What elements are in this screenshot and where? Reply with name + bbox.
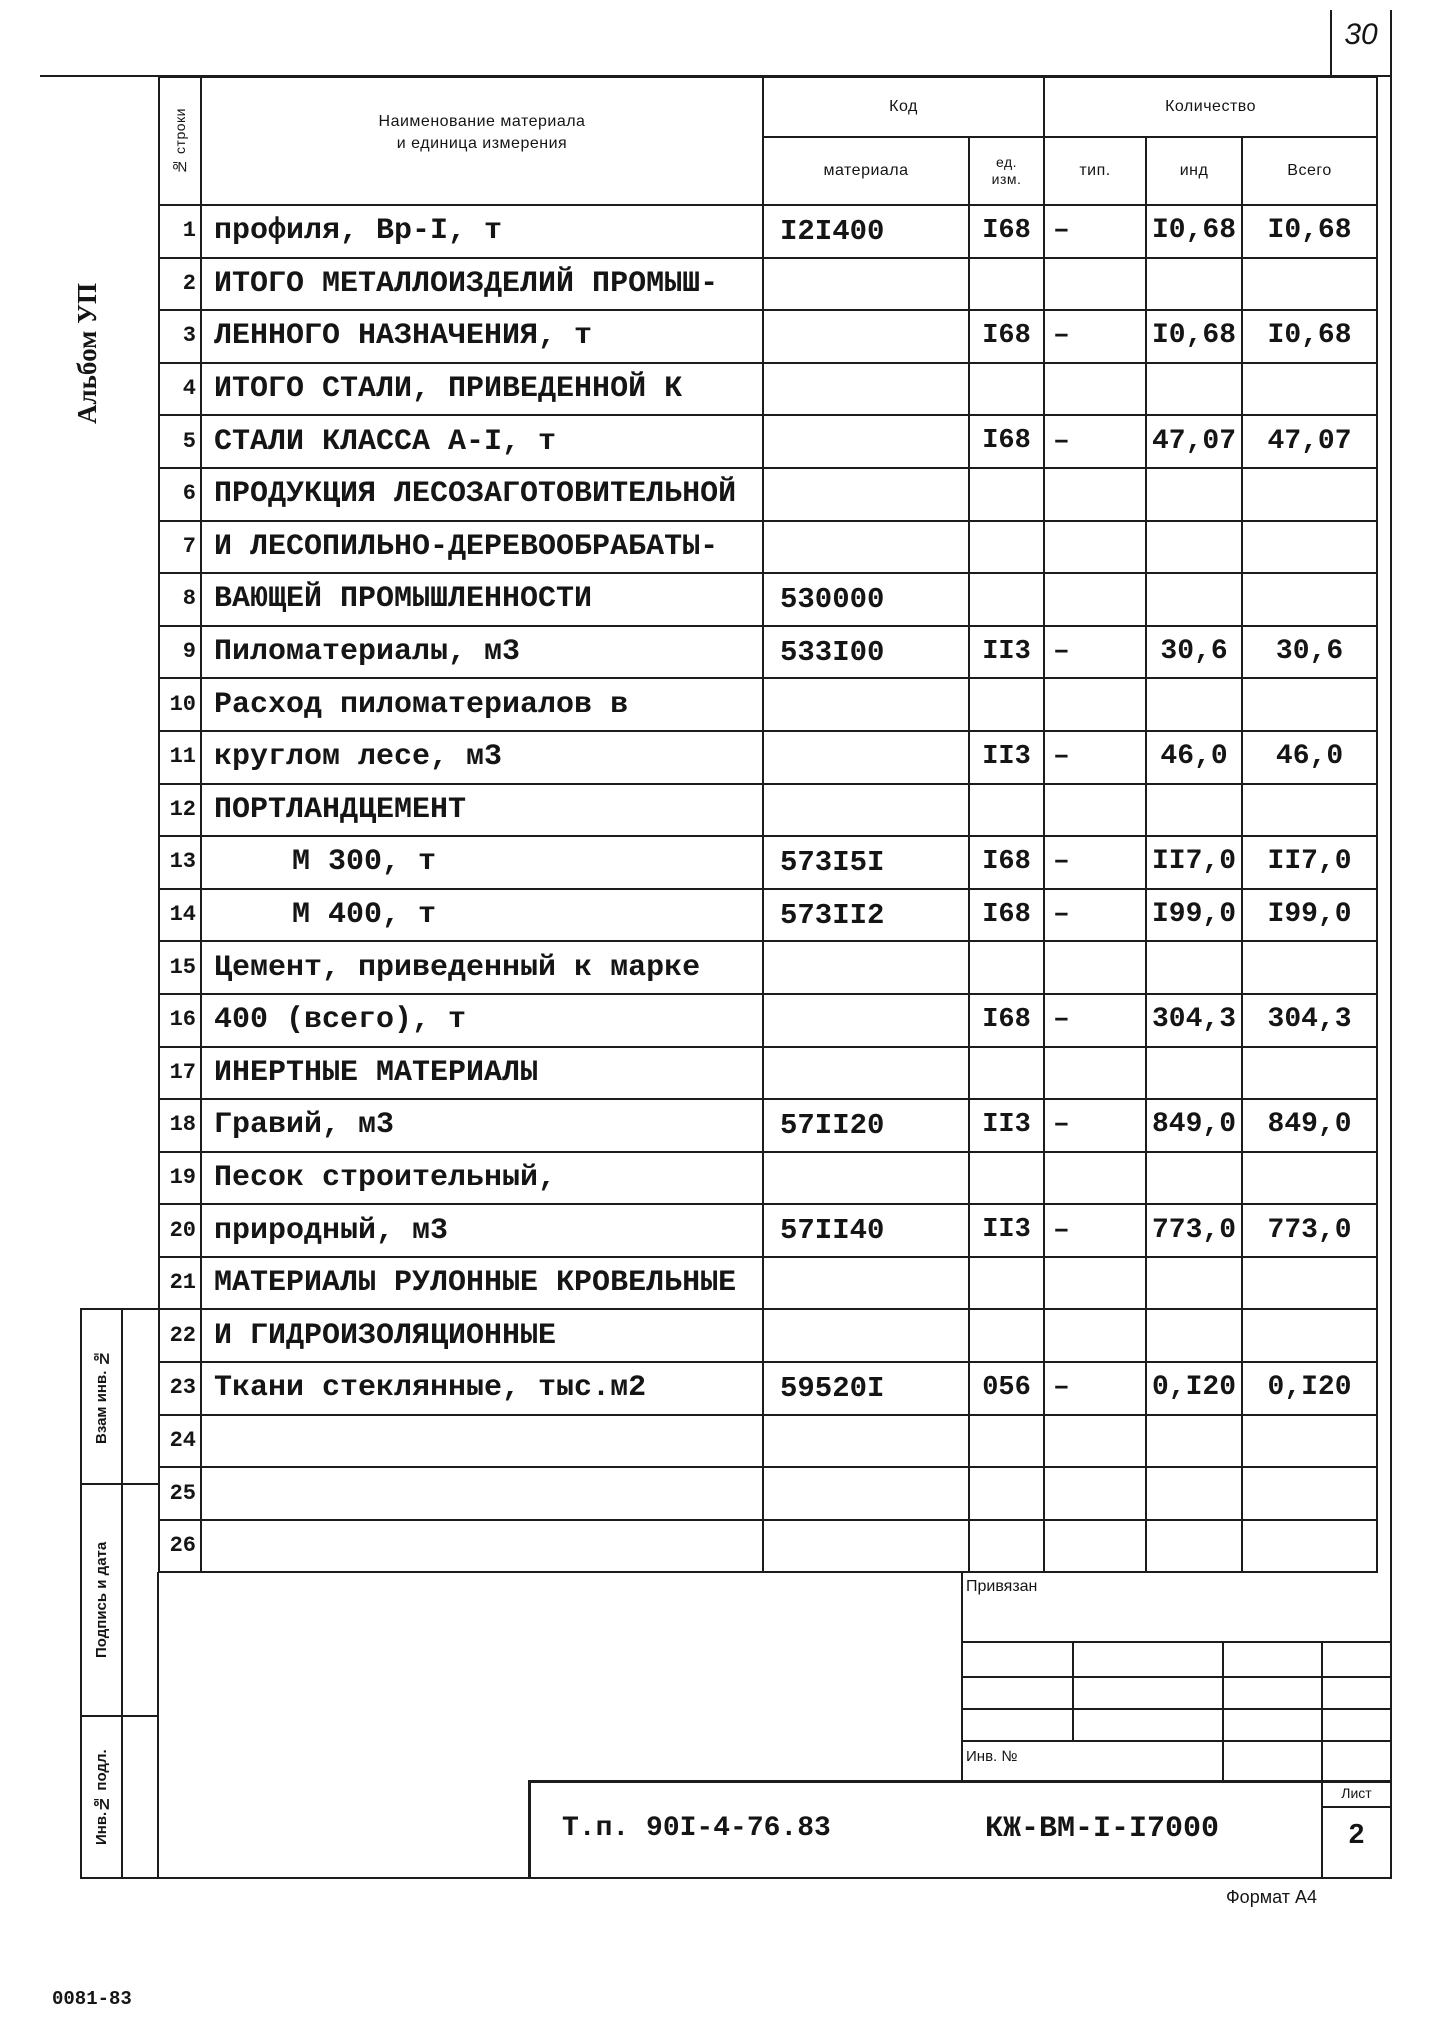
qty-ind-cell: II7,0	[1146, 836, 1242, 889]
qty-ind-cell	[1146, 258, 1242, 311]
qty-total-cell: 0,I20	[1242, 1362, 1377, 1415]
unit-code-cell	[969, 363, 1044, 416]
qty-total-cell: 304,3	[1242, 994, 1377, 1047]
attached-label: Привязан	[966, 1578, 1038, 1595]
materials-table	[158, 76, 1378, 1573]
table-row	[159, 1152, 1377, 1205]
material-code-cell: 57II40	[763, 1204, 969, 1257]
attachment-block-line	[961, 1740, 1390, 1742]
qty-type-cell: –	[1044, 994, 1146, 1047]
table-row	[159, 941, 1377, 994]
material-code-header: материала	[763, 137, 969, 205]
table-row	[159, 310, 1377, 363]
material-code-cell	[763, 310, 969, 363]
qty-ind-cell	[1146, 1152, 1242, 1205]
qty-ind-cell	[1146, 363, 1242, 416]
qty-total-cell	[1242, 678, 1377, 731]
table-row	[159, 1257, 1377, 1310]
unit-code-cell: I68	[969, 205, 1044, 258]
qty-type-cell: –	[1044, 205, 1146, 258]
qty-type-cell	[1044, 1520, 1146, 1573]
material-code-cell	[763, 784, 969, 837]
qty-total-cell	[1242, 784, 1377, 837]
qty-type-cell: –	[1044, 836, 1146, 889]
table-row	[159, 1467, 1377, 1520]
row-number-cell: 11	[159, 731, 201, 784]
qty-total-cell	[1242, 1467, 1377, 1520]
table-row	[159, 994, 1377, 1047]
unit-code-cell	[969, 784, 1044, 837]
qty-total-cell: I99,0	[1242, 889, 1377, 942]
material-code-cell	[763, 1415, 969, 1468]
material-code-cell	[763, 941, 969, 994]
unit-code-cell: II3	[969, 731, 1044, 784]
qty-ind-cell: 849,0	[1146, 1099, 1242, 1152]
qty-total-cell: 773,0	[1242, 1204, 1377, 1257]
table-row	[159, 1099, 1377, 1152]
qty-type-cell	[1044, 941, 1146, 994]
page-number: 30	[1344, 18, 1378, 51]
code-group-header: Код	[763, 77, 1044, 137]
table-header-row	[159, 77, 1377, 137]
table-row	[159, 363, 1377, 416]
album-label: Альбом УП	[72, 282, 102, 424]
row-number-cell: 25	[159, 1467, 201, 1520]
table-row	[159, 678, 1377, 731]
table-row	[159, 836, 1377, 889]
qty-ind-cell: 304,3	[1146, 994, 1242, 1047]
material-name-cell: М 400, т	[201, 889, 763, 942]
frame-bottom-line	[80, 1877, 1392, 1879]
row-number-cell: 3	[159, 310, 201, 363]
attachment-block-line	[961, 1708, 1390, 1710]
material-name-cell	[201, 1467, 763, 1520]
table-row	[159, 784, 1377, 837]
qty-ind-cell	[1146, 941, 1242, 994]
project-code: Т.п. 90I-4-76.83	[562, 1813, 831, 1844]
qty-ind-cell: 46,0	[1146, 731, 1242, 784]
qty-type-cell	[1044, 1467, 1146, 1520]
qty-ind-cell	[1146, 573, 1242, 626]
qty-type-cell	[1044, 1152, 1146, 1205]
document-code: 0081-83	[52, 1988, 132, 2010]
qty-ind-cell	[1146, 1257, 1242, 1310]
qty-type-cell	[1044, 1415, 1146, 1468]
row-number-cell: 1	[159, 205, 201, 258]
qty-total-cell: 47,07	[1242, 415, 1377, 468]
row-number-cell: 22	[159, 1309, 201, 1362]
row-number-cell: 15	[159, 941, 201, 994]
material-code-cell: 57II20	[763, 1099, 969, 1152]
qty-total-cell	[1242, 258, 1377, 311]
frame-right-line	[1390, 10, 1392, 1879]
table-row	[159, 1047, 1377, 1100]
material-name-cell: ЛЕННОГО НАЗНАЧЕНИЯ, т	[201, 310, 763, 363]
qty-ind-cell: I0,68	[1146, 310, 1242, 363]
qty-ind-cell: I99,0	[1146, 889, 1242, 942]
table-row	[159, 1520, 1377, 1573]
unit-code-header-line2: изм.	[991, 171, 1022, 187]
qty-ind-cell: 773,0	[1146, 1204, 1242, 1257]
qty-type-header: тип.	[1044, 137, 1146, 205]
sheet-box-line	[1321, 1806, 1392, 1808]
qty-type-cell	[1044, 521, 1146, 574]
row-number-cell: 18	[159, 1099, 201, 1152]
unit-code-cell: I68	[969, 994, 1044, 1047]
material-code-cell	[763, 731, 969, 784]
unit-code-cell	[969, 678, 1044, 731]
qty-ind-header: инд	[1146, 137, 1242, 205]
qty-ind-cell	[1146, 521, 1242, 574]
qty-ind-cell: 30,6	[1146, 626, 1242, 679]
material-code-cell	[763, 468, 969, 521]
qty-type-cell: –	[1044, 626, 1146, 679]
material-code-cell	[763, 415, 969, 468]
unit-code-cell	[969, 1309, 1044, 1362]
table-row	[159, 521, 1377, 574]
qty-ind-cell	[1146, 678, 1242, 731]
material-code-cell	[763, 678, 969, 731]
unit-code-cell	[969, 1047, 1044, 1100]
table-row	[159, 468, 1377, 521]
replaces-inventory-label: Взам инв. №	[93, 1349, 110, 1444]
material-code-cell	[763, 1467, 969, 1520]
qty-ind-cell: 0,I20	[1146, 1362, 1242, 1415]
qty-type-cell	[1044, 1047, 1146, 1100]
unit-code-cell	[969, 941, 1044, 994]
qty-type-cell: –	[1044, 415, 1146, 468]
qty-type-cell	[1044, 784, 1146, 837]
material-code-cell	[763, 1520, 969, 1573]
qty-total-cell: I0,68	[1242, 310, 1377, 363]
unit-code-cell	[969, 521, 1044, 574]
table-row	[159, 1415, 1377, 1468]
material-name-cell	[201, 1520, 763, 1573]
material-code-cell	[763, 1152, 969, 1205]
unit-code-cell	[969, 258, 1044, 311]
table-row	[159, 205, 1377, 258]
unit-code-cell	[969, 1257, 1044, 1310]
row-number-header	[159, 77, 201, 205]
qty-type-cell	[1044, 1257, 1146, 1310]
row-number-cell: 4	[159, 363, 201, 416]
qty-total-cell	[1242, 573, 1377, 626]
table-row	[159, 1204, 1377, 1257]
table-row	[159, 626, 1377, 679]
qty-ind-cell	[1146, 468, 1242, 521]
qty-total-cell	[1242, 363, 1377, 416]
material-code-cell	[763, 363, 969, 416]
material-code-cell: 573II2	[763, 889, 969, 942]
table-row	[159, 573, 1377, 626]
material-code-cell	[763, 258, 969, 311]
qty-type-cell: –	[1044, 1099, 1146, 1152]
unit-code-cell: I68	[969, 889, 1044, 942]
qty-type-cell	[1044, 1309, 1146, 1362]
qty-type-cell	[1044, 573, 1146, 626]
qty-type-cell	[1044, 678, 1146, 731]
row-number-cell: 13	[159, 836, 201, 889]
row-number-cell: 26	[159, 1520, 201, 1573]
unit-code-cell: I68	[969, 310, 1044, 363]
sheet-number: 2	[1348, 1818, 1365, 1849]
unit-code-cell	[969, 1152, 1044, 1205]
material-name-header-line1: Наименование материала	[378, 113, 586, 130]
row-number-header-label: № строки	[172, 107, 188, 175]
material-name-cell: Пиломатериалы, м3	[201, 626, 763, 679]
drawing-code: КЖ-ВМ-I-I7000	[985, 1812, 1220, 1846]
row-number-cell: 14	[159, 889, 201, 942]
table-row	[159, 731, 1377, 784]
unit-code-cell	[969, 573, 1044, 626]
original-inventory-label: Инв.№ подл.	[93, 1749, 110, 1845]
title-box-line	[528, 1780, 531, 1879]
material-code-cell: 533I00	[763, 626, 969, 679]
qty-ind-cell	[1146, 1520, 1242, 1573]
material-name-cell: 400 (всего), т	[201, 994, 763, 1047]
material-name-cell: ИНЕРТНЫЕ МАТЕРИАЛЫ	[201, 1047, 763, 1100]
material-name-cell	[201, 1415, 763, 1468]
material-code-cell	[763, 994, 969, 1047]
row-number-cell: 12	[159, 784, 201, 837]
material-name-cell: ИТОГО СТАЛИ, ПРИВЕДЕННОЙ К	[201, 363, 763, 416]
row-number-cell: 5	[159, 415, 201, 468]
format-label: Формат А4	[1226, 1887, 1317, 1907]
material-code-cell	[763, 521, 969, 574]
qty-ind-cell: 47,07	[1146, 415, 1242, 468]
table-body	[159, 205, 1377, 1572]
material-name-cell: ИТОГО МЕТАЛЛОИЗДЕЛИЙ ПРОМЫШ-	[201, 258, 763, 311]
unit-code-cell: I68	[969, 836, 1044, 889]
qty-total-cell	[1242, 1415, 1377, 1468]
qty-total-header: Всего	[1242, 137, 1377, 205]
attachment-block-line	[961, 1641, 1390, 1643]
qty-total-cell: 849,0	[1242, 1099, 1377, 1152]
qty-total-cell	[1242, 1152, 1377, 1205]
material-name-cell: Ткани стеклянные, тыс.м2	[201, 1362, 763, 1415]
qty-type-cell: –	[1044, 310, 1146, 363]
title-box-line	[528, 1780, 1392, 1783]
qty-total-cell: I0,68	[1242, 205, 1377, 258]
material-name-cell: И ЛЕСОПИЛЬНО-ДЕРЕВООБРАБАТЫ-	[201, 521, 763, 574]
row-number-cell: 10	[159, 678, 201, 731]
sheet-label: Лист	[1341, 1785, 1372, 1801]
unit-code-cell: II3	[969, 1099, 1044, 1152]
signature-date-label: Подпись и дата	[93, 1541, 110, 1659]
row-number-cell: 23	[159, 1362, 201, 1415]
material-name-cell: Гравий, м3	[201, 1099, 763, 1152]
attachment-block-line	[961, 1676, 1390, 1678]
row-number-cell: 24	[159, 1415, 201, 1468]
attachment-block-line	[1222, 1641, 1224, 1782]
material-name-cell: Песок строительный,	[201, 1152, 763, 1205]
qty-type-cell: –	[1044, 731, 1146, 784]
unit-code-cell	[969, 1415, 1044, 1468]
qty-total-cell	[1242, 1257, 1377, 1310]
qty-total-cell	[1242, 521, 1377, 574]
inventory-number-label: Инв. №	[966, 1748, 1018, 1765]
row-number-cell: 19	[159, 1152, 201, 1205]
unit-code-cell	[969, 1467, 1044, 1520]
row-number-cell: 9	[159, 626, 201, 679]
frame-left-line	[157, 1572, 159, 1879]
row-number-cell: 8	[159, 573, 201, 626]
row-number-cell: 16	[159, 994, 201, 1047]
material-code-cell	[763, 1257, 969, 1310]
qty-ind-cell	[1146, 1467, 1242, 1520]
unit-code-header	[969, 137, 1044, 205]
table-row	[159, 415, 1377, 468]
qty-total-cell	[1242, 1047, 1377, 1100]
unit-code-cell: 056	[969, 1362, 1044, 1415]
material-name-cell: природный, м3	[201, 1204, 763, 1257]
row-number-cell: 7	[159, 521, 201, 574]
row-number-cell: 20	[159, 1204, 201, 1257]
unit-code-header-line1: ед.	[995, 154, 1018, 170]
table-row	[159, 258, 1377, 311]
qty-ind-cell	[1146, 1309, 1242, 1362]
material-code-cell: 59520I	[763, 1362, 969, 1415]
material-name-cell: профиля, Вр-I, т	[201, 205, 763, 258]
qty-total-cell	[1242, 1309, 1377, 1362]
qty-type-cell: –	[1044, 1204, 1146, 1257]
unit-code-cell: II3	[969, 626, 1044, 679]
qty-total-cell	[1242, 941, 1377, 994]
side-stamp-line	[121, 1308, 123, 1879]
table-row	[159, 889, 1377, 942]
material-name-cell: СТАЛИ КЛАССА А-I, т	[201, 415, 763, 468]
material-name-header	[201, 77, 763, 205]
material-name-cell: ВАЮЩЕЙ ПРОМЫШЛЕННОСТИ	[201, 573, 763, 626]
qty-type-cell: –	[1044, 889, 1146, 942]
table-row	[159, 1362, 1377, 1415]
qty-type-cell	[1044, 363, 1146, 416]
qty-total-cell: 30,6	[1242, 626, 1377, 679]
material-code-cell	[763, 1047, 969, 1100]
row-number-cell: 6	[159, 468, 201, 521]
material-name-cell: М 300, т	[201, 836, 763, 889]
qty-ind-cell: I0,68	[1146, 205, 1242, 258]
unit-code-cell: I68	[969, 415, 1044, 468]
material-name-cell: Расход пиломатериалов в	[201, 678, 763, 731]
qty-ind-cell	[1146, 784, 1242, 837]
qty-total-cell	[1242, 468, 1377, 521]
material-name-cell: ПОРТЛАНДЦЕМЕНТ	[201, 784, 763, 837]
qty-type-cell	[1044, 468, 1146, 521]
qty-total-cell: II7,0	[1242, 836, 1377, 889]
qty-ind-cell	[1146, 1047, 1242, 1100]
material-code-cell: 573I5I	[763, 836, 969, 889]
material-name-cell: Цемент, приведенный к марке	[201, 941, 763, 994]
qty-total-cell: 46,0	[1242, 731, 1377, 784]
unit-code-cell	[969, 1520, 1044, 1573]
qty-type-cell: –	[1044, 1362, 1146, 1415]
qty-type-cell	[1044, 258, 1146, 311]
unit-code-cell: II3	[969, 1204, 1044, 1257]
material-code-cell	[763, 1309, 969, 1362]
quantity-group-header: Количество	[1044, 77, 1377, 137]
material-name-cell: И ГИДРОИЗОЛЯЦИОННЫЕ	[201, 1309, 763, 1362]
qty-total-cell	[1242, 1520, 1377, 1573]
material-code-cell: 530000	[763, 573, 969, 626]
attachment-block-line	[1072, 1641, 1074, 1742]
material-name-cell: круглом лесе, м3	[201, 731, 763, 784]
material-name-cell: МАТЕРИАЛЫ РУЛОННЫЕ КРОВЕЛЬНЫЕ	[201, 1257, 763, 1310]
material-code-cell: I2I400	[763, 205, 969, 258]
row-number-cell: 21	[159, 1257, 201, 1310]
table-row	[159, 1309, 1377, 1362]
unit-code-cell	[969, 468, 1044, 521]
material-name-header-line2: и единица измерения	[396, 135, 568, 152]
row-number-cell: 2	[159, 258, 201, 311]
qty-ind-cell	[1146, 1415, 1242, 1468]
material-name-cell: ПРОДУКЦИЯ ЛЕСОЗАГОТОВИТЕЛЬНОЙ	[201, 468, 763, 521]
row-number-cell: 17	[159, 1047, 201, 1100]
